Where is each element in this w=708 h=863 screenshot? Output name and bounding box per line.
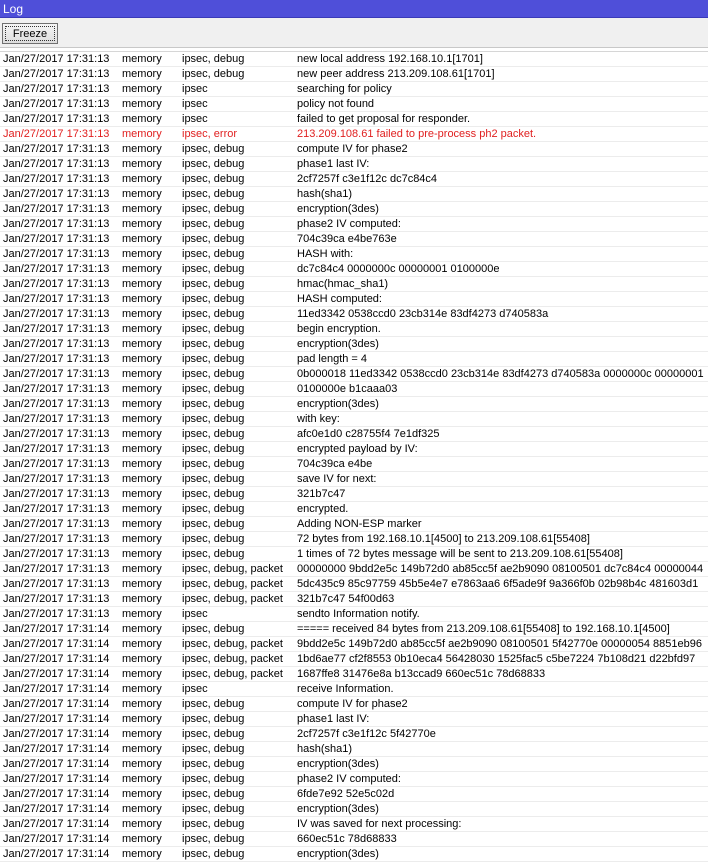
log-row[interactable] xyxy=(0,322,708,337)
log-buffer-cell: memory xyxy=(122,578,162,590)
log-time-cell: Jan/27/2017 17:31:14 xyxy=(3,833,110,845)
log-time-cell: Jan/27/2017 17:31:13 xyxy=(3,398,110,410)
log-topics-cell: ipsec, debug, packet xyxy=(182,563,283,575)
log-row[interactable] xyxy=(0,442,708,457)
log-message-cell: encryption(3des) xyxy=(297,203,379,215)
log-row[interactable] xyxy=(0,217,708,232)
log-time-cell: Jan/27/2017 17:31:13 xyxy=(3,188,110,200)
log-message-cell: compute IV for phase2 xyxy=(297,143,408,155)
log-message-cell: new local address 192.168.10.1[1701] xyxy=(297,53,483,65)
log-row[interactable] xyxy=(0,592,708,607)
log-time-cell: Jan/27/2017 17:31:14 xyxy=(3,653,110,665)
log-time-cell: Jan/27/2017 17:31:14 xyxy=(3,818,110,830)
log-buffer-cell: memory xyxy=(122,458,162,470)
log-row[interactable] xyxy=(0,607,708,622)
log-time-cell: Jan/27/2017 17:31:14 xyxy=(3,683,110,695)
log-message-cell: 704c39ca e4be763e xyxy=(297,233,397,245)
log-topics-cell: ipsec, debug xyxy=(182,788,245,800)
log-topics-cell: ipsec, debug xyxy=(182,518,245,530)
log-time-cell: Jan/27/2017 17:31:13 xyxy=(3,533,110,545)
log-time-cell: Jan/27/2017 17:31:13 xyxy=(3,518,110,530)
log-topics-cell: ipsec, debug xyxy=(182,158,245,170)
log-message-cell: failed to get proposal for responder. xyxy=(297,113,471,125)
log-buffer-cell: memory xyxy=(122,308,162,320)
log-time-cell: Jan/27/2017 17:31:13 xyxy=(3,83,110,95)
log-row[interactable] xyxy=(0,847,708,862)
log-buffer-cell: memory xyxy=(122,788,162,800)
log-topics-cell: ipsec, debug xyxy=(182,353,245,365)
log-message-cell: hash(sha1) xyxy=(297,188,353,200)
log-message-cell: 660ec51c 78d68833 xyxy=(297,833,397,845)
log-time-cell: Jan/27/2017 17:31:14 xyxy=(3,848,110,860)
log-buffer-cell: memory xyxy=(122,818,162,830)
log-row[interactable] xyxy=(0,277,708,292)
log-time-cell: Jan/27/2017 17:31:13 xyxy=(3,563,110,575)
log-buffer-cell: memory xyxy=(122,323,162,335)
log-message-cell: phase2 IV computed: xyxy=(297,218,401,230)
log-message-cell: hash(sha1) xyxy=(297,743,353,755)
log-row[interactable] xyxy=(0,292,708,307)
log-message-cell: 321b7c47 xyxy=(297,488,346,500)
log-buffer-cell: memory xyxy=(122,263,162,275)
log-row[interactable] xyxy=(0,232,708,247)
log-row[interactable] xyxy=(0,457,708,472)
log-message-cell: phase1 last IV: xyxy=(297,713,370,725)
log-time-cell: Jan/27/2017 17:31:13 xyxy=(3,263,110,275)
log-topics-cell: ipsec, debug xyxy=(182,743,245,755)
log-topics-cell: ipsec, debug xyxy=(182,308,245,320)
log-topics-cell: ipsec, debug xyxy=(182,413,245,425)
log-time-cell: Jan/27/2017 17:31:13 xyxy=(3,278,110,290)
log-time-cell: Jan/27/2017 17:31:13 xyxy=(3,113,110,125)
log-message-cell: 1 times of 72 bytes message will be sent to 213.209.108.61[55408] xyxy=(297,548,623,560)
log-topics-cell: ipsec, debug xyxy=(182,818,245,830)
log-buffer-cell: memory xyxy=(122,428,162,440)
log-time-cell: Jan/27/2017 17:31:13 xyxy=(3,353,110,365)
log-row[interactable] xyxy=(0,577,708,592)
log-row[interactable] xyxy=(0,832,708,847)
log-message-cell: with key: xyxy=(297,413,340,425)
log-buffer-cell: memory xyxy=(122,398,162,410)
log-row[interactable] xyxy=(0,517,708,532)
log-row[interactable] xyxy=(0,382,708,397)
log-time-cell: Jan/27/2017 17:31:13 xyxy=(3,458,110,470)
log-buffer-cell: memory xyxy=(122,548,162,560)
log-row[interactable] xyxy=(0,397,708,412)
log-buffer-cell: memory xyxy=(122,833,162,845)
log-topics-cell: ipsec, debug xyxy=(182,233,245,245)
log-row[interactable] xyxy=(0,637,708,652)
log-time-cell: Jan/27/2017 17:31:13 xyxy=(3,308,110,320)
log-message-cell: encrypted. xyxy=(297,503,349,515)
log-message-cell: 0100000e b1caaa03 xyxy=(297,383,398,395)
log-buffer-cell: memory xyxy=(122,113,162,125)
log-topics-cell: ipsec, debug xyxy=(182,713,245,725)
log-buffer-cell: memory xyxy=(122,533,162,545)
log-buffer-cell: memory xyxy=(122,203,162,215)
log-message-cell: encryption(3des) xyxy=(297,338,379,350)
log-time-cell: Jan/27/2017 17:31:14 xyxy=(3,713,110,725)
log-message-cell: encryption(3des) xyxy=(297,848,379,860)
log-row[interactable] xyxy=(0,112,708,127)
log-buffer-cell: memory xyxy=(122,278,162,290)
log-row[interactable] xyxy=(0,52,708,67)
log-buffer-cell: memory xyxy=(122,83,162,95)
log-topics-cell: ipsec, debug xyxy=(182,848,245,860)
log-buffer-cell: memory xyxy=(122,353,162,365)
log-message-cell: 213.209.108.61 failed to pre-process ph2 packet. xyxy=(297,128,537,140)
log-buffer-cell: memory xyxy=(122,563,162,575)
log-row[interactable] xyxy=(0,412,708,427)
freeze-button[interactable]: Freeze xyxy=(2,23,58,44)
log-buffer-cell: memory xyxy=(122,293,162,305)
log-buffer-cell: memory xyxy=(122,713,162,725)
log-topics-cell: ipsec, debug xyxy=(182,623,245,635)
log-message-cell: 9bdd2e5c 149b72d0 ab85cc5f ae2b9090 08100501 5f42770e 00000054 8851eb96 xyxy=(297,638,702,650)
log-message-cell: encryption(3des) xyxy=(297,803,379,815)
log-buffer-cell: memory xyxy=(122,53,162,65)
log-topics-cell: ipsec xyxy=(182,113,208,125)
log-topics-cell: ipsec, debug xyxy=(182,278,245,290)
log-buffer-cell: memory xyxy=(122,668,162,680)
log-row[interactable] xyxy=(0,757,708,772)
log-buffer-cell: memory xyxy=(122,848,162,860)
log-buffer-cell: memory xyxy=(122,488,162,500)
window-titlebar[interactable] xyxy=(0,0,708,18)
log-buffer-cell: memory xyxy=(122,413,162,425)
log-time-cell: Jan/27/2017 17:31:14 xyxy=(3,788,110,800)
log-message-cell: 5dc435c9 85c97759 45b5e4e7 e7863aa6 6f5ade9f 9a366f0b 02b98b4c 481603d1 xyxy=(297,578,699,590)
log-message-cell: hmac(hmac_sha1) xyxy=(297,278,389,290)
log-topics-cell: ipsec, debug xyxy=(182,503,245,515)
log-buffer-cell: memory xyxy=(122,728,162,740)
log-topics-cell: ipsec, debug, packet xyxy=(182,638,283,650)
log-topics-cell: ipsec, debug xyxy=(182,728,245,740)
log-row[interactable] xyxy=(0,97,708,112)
log-message-cell: 72 bytes from 192.168.10.1[4500] to 213.209.108.61[55408] xyxy=(297,533,590,545)
log-topics-cell: ipsec xyxy=(182,98,208,110)
log-time-cell: Jan/27/2017 17:31:14 xyxy=(3,743,110,755)
log-topics-cell: ipsec, debug xyxy=(182,488,245,500)
log-row[interactable] xyxy=(0,367,708,382)
log-topics-cell: ipsec, debug xyxy=(182,473,245,485)
log-topics-cell: ipsec, debug xyxy=(182,833,245,845)
log-buffer-cell: memory xyxy=(122,98,162,110)
log-message-cell: 2cf7257f c3e1f12c 5f42770e xyxy=(297,728,436,740)
window-title: Log xyxy=(3,2,24,16)
log-topics-cell: ipsec, debug xyxy=(182,758,245,770)
log-topics-cell: ipsec, debug xyxy=(182,248,245,260)
log-topics-cell: ipsec, debug, packet xyxy=(182,593,283,605)
log-row[interactable] xyxy=(0,547,708,562)
log-time-cell: Jan/27/2017 17:31:13 xyxy=(3,53,110,65)
log-row[interactable] xyxy=(0,682,708,697)
log-topics-cell: ipsec, debug xyxy=(182,443,245,455)
log-message-cell: 1687ffe8 31476e8a b13ccad9 660ec51c 78d68833 xyxy=(297,668,546,680)
log-topics-cell: ipsec, debug xyxy=(182,188,245,200)
log-buffer-cell: memory xyxy=(122,758,162,770)
log-buffer-cell: memory xyxy=(122,338,162,350)
log-row[interactable] xyxy=(0,307,708,322)
log-row[interactable] xyxy=(0,502,708,517)
log-topics-cell: ipsec, debug xyxy=(182,173,245,185)
log-time-cell: Jan/27/2017 17:31:13 xyxy=(3,488,110,500)
log-message-cell: save IV for next: xyxy=(297,473,377,485)
log-message-cell: HASH with: xyxy=(297,248,354,260)
log-time-cell: Jan/27/2017 17:31:13 xyxy=(3,428,110,440)
log-message-cell: searching for policy xyxy=(297,83,392,95)
log-topics-cell: ipsec, debug, packet xyxy=(182,653,283,665)
log-time-cell: Jan/27/2017 17:31:13 xyxy=(3,413,110,425)
log-time-cell: Jan/27/2017 17:31:13 xyxy=(3,608,110,620)
log-buffer-cell: memory xyxy=(122,638,162,650)
log-row[interactable] xyxy=(0,247,708,262)
log-row[interactable] xyxy=(0,82,708,97)
log-row[interactable] xyxy=(0,817,708,832)
log-row[interactable] xyxy=(0,172,708,187)
log-buffer-cell: memory xyxy=(122,218,162,230)
log-message-cell: 704c39ca e4be xyxy=(297,458,373,470)
log-topics-cell: ipsec, debug xyxy=(182,53,245,65)
log-time-cell: Jan/27/2017 17:31:14 xyxy=(3,758,110,770)
log-row[interactable] xyxy=(0,727,708,742)
log-message-cell: 11ed3342 0538ccd0 23cb314e 83df4273 d740583a xyxy=(297,308,549,320)
log-message-cell: Adding NON-ESP marker xyxy=(297,518,422,530)
log-buffer-cell: memory xyxy=(122,128,162,140)
log-message-cell: compute IV for phase2 xyxy=(297,698,408,710)
log-topics-cell: ipsec, debug xyxy=(182,398,245,410)
log-row[interactable] xyxy=(0,697,708,712)
log-time-cell: Jan/27/2017 17:31:14 xyxy=(3,638,110,650)
log-message-cell: 6fde7e92 52e5c02d xyxy=(297,788,395,800)
log-buffer-cell: memory xyxy=(122,743,162,755)
log-time-cell: Jan/27/2017 17:31:13 xyxy=(3,218,110,230)
log-row[interactable] xyxy=(0,802,708,817)
log-topics-cell: ipsec xyxy=(182,608,208,620)
log-time-cell: Jan/27/2017 17:31:13 xyxy=(3,548,110,560)
log-row[interactable] xyxy=(0,157,708,172)
log-row[interactable] xyxy=(0,67,708,82)
log-topics-cell: ipsec, debug xyxy=(182,68,245,80)
log-buffer-cell: memory xyxy=(122,473,162,485)
log-topics-cell: ipsec, debug xyxy=(182,143,245,155)
log-message-cell: receive Information. xyxy=(297,683,394,695)
log-message-cell: 321b7c47 54f00d63 xyxy=(297,593,395,605)
log-row[interactable] xyxy=(0,652,708,667)
log-time-cell: Jan/27/2017 17:31:13 xyxy=(3,203,110,215)
log-buffer-cell: memory xyxy=(122,188,162,200)
log-message-cell: 2cf7257f c3e1f12c dc7c84c4 xyxy=(297,173,438,185)
log-time-cell: Jan/27/2017 17:31:13 xyxy=(3,473,110,485)
log-topics-cell: ipsec xyxy=(182,683,208,695)
log-time-cell: Jan/27/2017 17:31:14 xyxy=(3,728,110,740)
log-buffer-cell: memory xyxy=(122,773,162,785)
log-topics-cell: ipsec, error xyxy=(182,128,238,140)
log-topics-cell: ipsec, debug xyxy=(182,383,245,395)
log-buffer-cell: memory xyxy=(122,503,162,515)
log-buffer-cell: memory xyxy=(122,623,162,635)
log-list[interactable] xyxy=(0,51,708,863)
log-buffer-cell: memory xyxy=(122,68,162,80)
log-row[interactable] xyxy=(0,337,708,352)
log-time-cell: Jan/27/2017 17:31:13 xyxy=(3,443,110,455)
log-message-cell: encryption(3des) xyxy=(297,758,379,770)
log-buffer-cell: memory xyxy=(122,158,162,170)
log-row[interactable] xyxy=(0,202,708,217)
log-topics-cell: ipsec, debug xyxy=(182,698,245,710)
log-topics-cell: ipsec xyxy=(182,83,208,95)
log-time-cell: Jan/27/2017 17:31:13 xyxy=(3,293,110,305)
log-row[interactable] xyxy=(0,562,708,577)
log-time-cell: Jan/27/2017 17:31:14 xyxy=(3,668,110,680)
log-row[interactable] xyxy=(0,142,708,157)
log-buffer-cell: memory xyxy=(122,173,162,185)
log-buffer-cell: memory xyxy=(122,248,162,260)
log-message-cell: policy not found xyxy=(297,98,375,110)
log-message-cell: phase1 last IV: xyxy=(297,158,370,170)
log-row[interactable] xyxy=(0,712,708,727)
log-row[interactable] xyxy=(0,487,708,502)
log-time-cell: Jan/27/2017 17:31:13 xyxy=(3,98,110,110)
log-time-cell: Jan/27/2017 17:31:13 xyxy=(3,68,110,80)
log-message-cell: 1bd6ae77 cf2f8553 0b10eca4 56428030 1525fac5 c5be7224 7b108d21 d22bfd97 xyxy=(297,653,696,665)
log-time-cell: Jan/27/2017 17:31:13 xyxy=(3,248,110,260)
log-topics-cell: ipsec, debug, packet xyxy=(182,668,283,680)
log-time-cell: Jan/27/2017 17:31:13 xyxy=(3,323,110,335)
log-row[interactable] xyxy=(0,427,708,442)
log-message-cell: dc7c84c4 0000000c 00000001 0100000e xyxy=(297,263,500,275)
log-row[interactable] xyxy=(0,742,708,757)
log-row[interactable] xyxy=(0,262,708,277)
log-time-cell: Jan/27/2017 17:31:14 xyxy=(3,698,110,710)
log-message-cell: 00000000 9bdd2e5c 149b72d0 ab85cc5f ae2b9090 08100501 dc7c84c4 00000044 xyxy=(297,563,704,575)
log-topics-cell: ipsec, debug xyxy=(182,548,245,560)
log-topics-cell: ipsec, debug xyxy=(182,338,245,350)
log-buffer-cell: memory xyxy=(122,608,162,620)
log-time-cell: Jan/27/2017 17:31:13 xyxy=(3,368,110,380)
log-time-cell: Jan/27/2017 17:31:13 xyxy=(3,233,110,245)
log-time-cell: Jan/27/2017 17:31:13 xyxy=(3,593,110,605)
log-message-cell: 0b000018 11ed3342 0538ccd0 23cb314e 83df4273 d740583a 0000000c 00000001 xyxy=(297,368,704,380)
log-buffer-cell: memory xyxy=(122,443,162,455)
log-buffer-cell: memory xyxy=(122,368,162,380)
log-message-cell: sendto Information notify. xyxy=(297,608,420,620)
log-time-cell: Jan/27/2017 17:31:13 xyxy=(3,503,110,515)
log-buffer-cell: memory xyxy=(122,518,162,530)
log-row[interactable] xyxy=(0,472,708,487)
log-topics-cell: ipsec, debug xyxy=(182,458,245,470)
log-row[interactable] xyxy=(0,127,708,142)
log-time-cell: Jan/27/2017 17:31:13 xyxy=(3,338,110,350)
log-buffer-cell: memory xyxy=(122,233,162,245)
log-row[interactable] xyxy=(0,787,708,802)
log-buffer-cell: memory xyxy=(122,698,162,710)
log-row[interactable] xyxy=(0,352,708,367)
log-message-cell: encryption(3des) xyxy=(297,398,379,410)
log-message-cell: new peer address 213.209.108.61[1701] xyxy=(297,68,495,80)
log-time-cell: Jan/27/2017 17:31:13 xyxy=(3,143,110,155)
toolbar xyxy=(0,18,708,48)
log-topics-cell: ipsec, debug xyxy=(182,203,245,215)
log-time-cell: Jan/27/2017 17:31:13 xyxy=(3,128,110,140)
log-time-cell: Jan/27/2017 17:31:13 xyxy=(3,578,110,590)
log-row[interactable] xyxy=(0,667,708,682)
log-row[interactable] xyxy=(0,187,708,202)
log-buffer-cell: memory xyxy=(122,383,162,395)
log-message-cell: IV was saved for next processing: xyxy=(297,818,462,830)
log-buffer-cell: memory xyxy=(122,653,162,665)
log-message-cell: phase2 IV computed: xyxy=(297,773,401,785)
log-topics-cell: ipsec, debug xyxy=(182,263,245,275)
log-row[interactable] xyxy=(0,772,708,787)
log-topics-cell: ipsec, debug xyxy=(182,533,245,545)
log-topics-cell: ipsec, debug xyxy=(182,293,245,305)
log-topics-cell: ipsec, debug xyxy=(182,218,245,230)
log-message-cell: encrypted payload by IV: xyxy=(297,443,418,455)
log-message-cell: afc0e1d0 c28755f4 7e1df325 xyxy=(297,428,440,440)
log-message-cell: pad length = 4 xyxy=(297,353,368,365)
log-topics-cell: ipsec, debug xyxy=(182,368,245,380)
log-buffer-cell: memory xyxy=(122,803,162,815)
log-topics-cell: ipsec, debug xyxy=(182,428,245,440)
log-buffer-cell: memory xyxy=(122,593,162,605)
log-buffer-cell: memory xyxy=(122,143,162,155)
log-time-cell: Jan/27/2017 17:31:13 xyxy=(3,173,110,185)
log-time-cell: Jan/27/2017 17:31:14 xyxy=(3,773,110,785)
log-message-cell: HASH computed: xyxy=(297,293,382,305)
log-time-cell: Jan/27/2017 17:31:14 xyxy=(3,803,110,815)
log-time-cell: Jan/27/2017 17:31:14 xyxy=(3,623,110,635)
log-buffer-cell: memory xyxy=(122,683,162,695)
log-topics-cell: ipsec, debug xyxy=(182,323,245,335)
log-time-cell: Jan/27/2017 17:31:13 xyxy=(3,158,110,170)
log-message-cell: ===== received 84 bytes from 213.209.108.61[55408] to 192.168.10.1[4500] xyxy=(297,623,670,635)
log-time-cell: Jan/27/2017 17:31:13 xyxy=(3,383,110,395)
log-message-cell: begin encryption. xyxy=(297,323,381,335)
log-topics-cell: ipsec, debug xyxy=(182,803,245,815)
log-topics-cell: ipsec, debug, packet xyxy=(182,578,283,590)
log-row[interactable] xyxy=(0,532,708,547)
log-topics-cell: ipsec, debug xyxy=(182,773,245,785)
log-row[interactable] xyxy=(0,622,708,637)
